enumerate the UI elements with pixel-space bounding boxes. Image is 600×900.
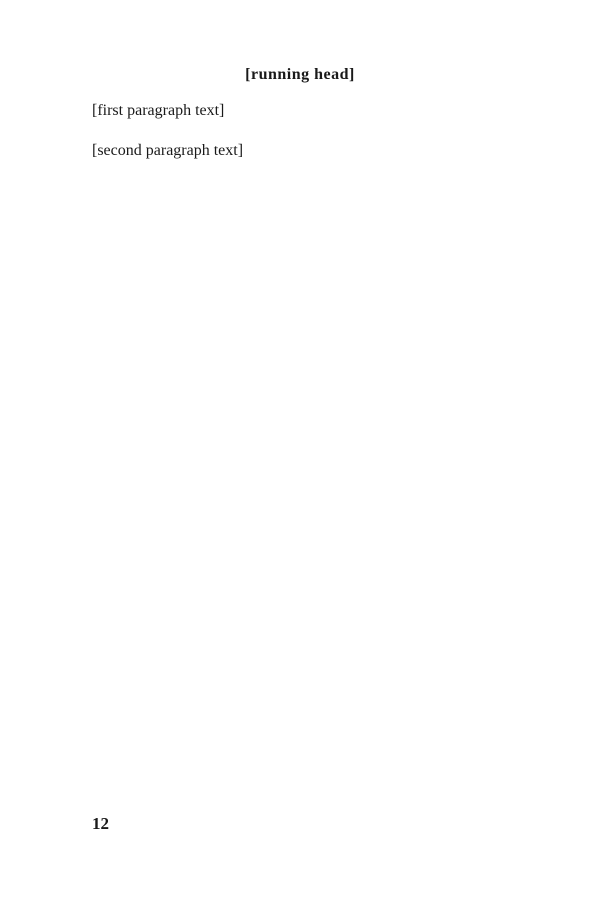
paragraph-2: [second paragraph text] [92, 141, 244, 159]
page-number: 12 [92, 814, 109, 833]
body-text [92, 98, 508, 177]
paragraph-1: [first paragraph text] [92, 102, 225, 119]
running-header: [running head] [245, 66, 355, 83]
